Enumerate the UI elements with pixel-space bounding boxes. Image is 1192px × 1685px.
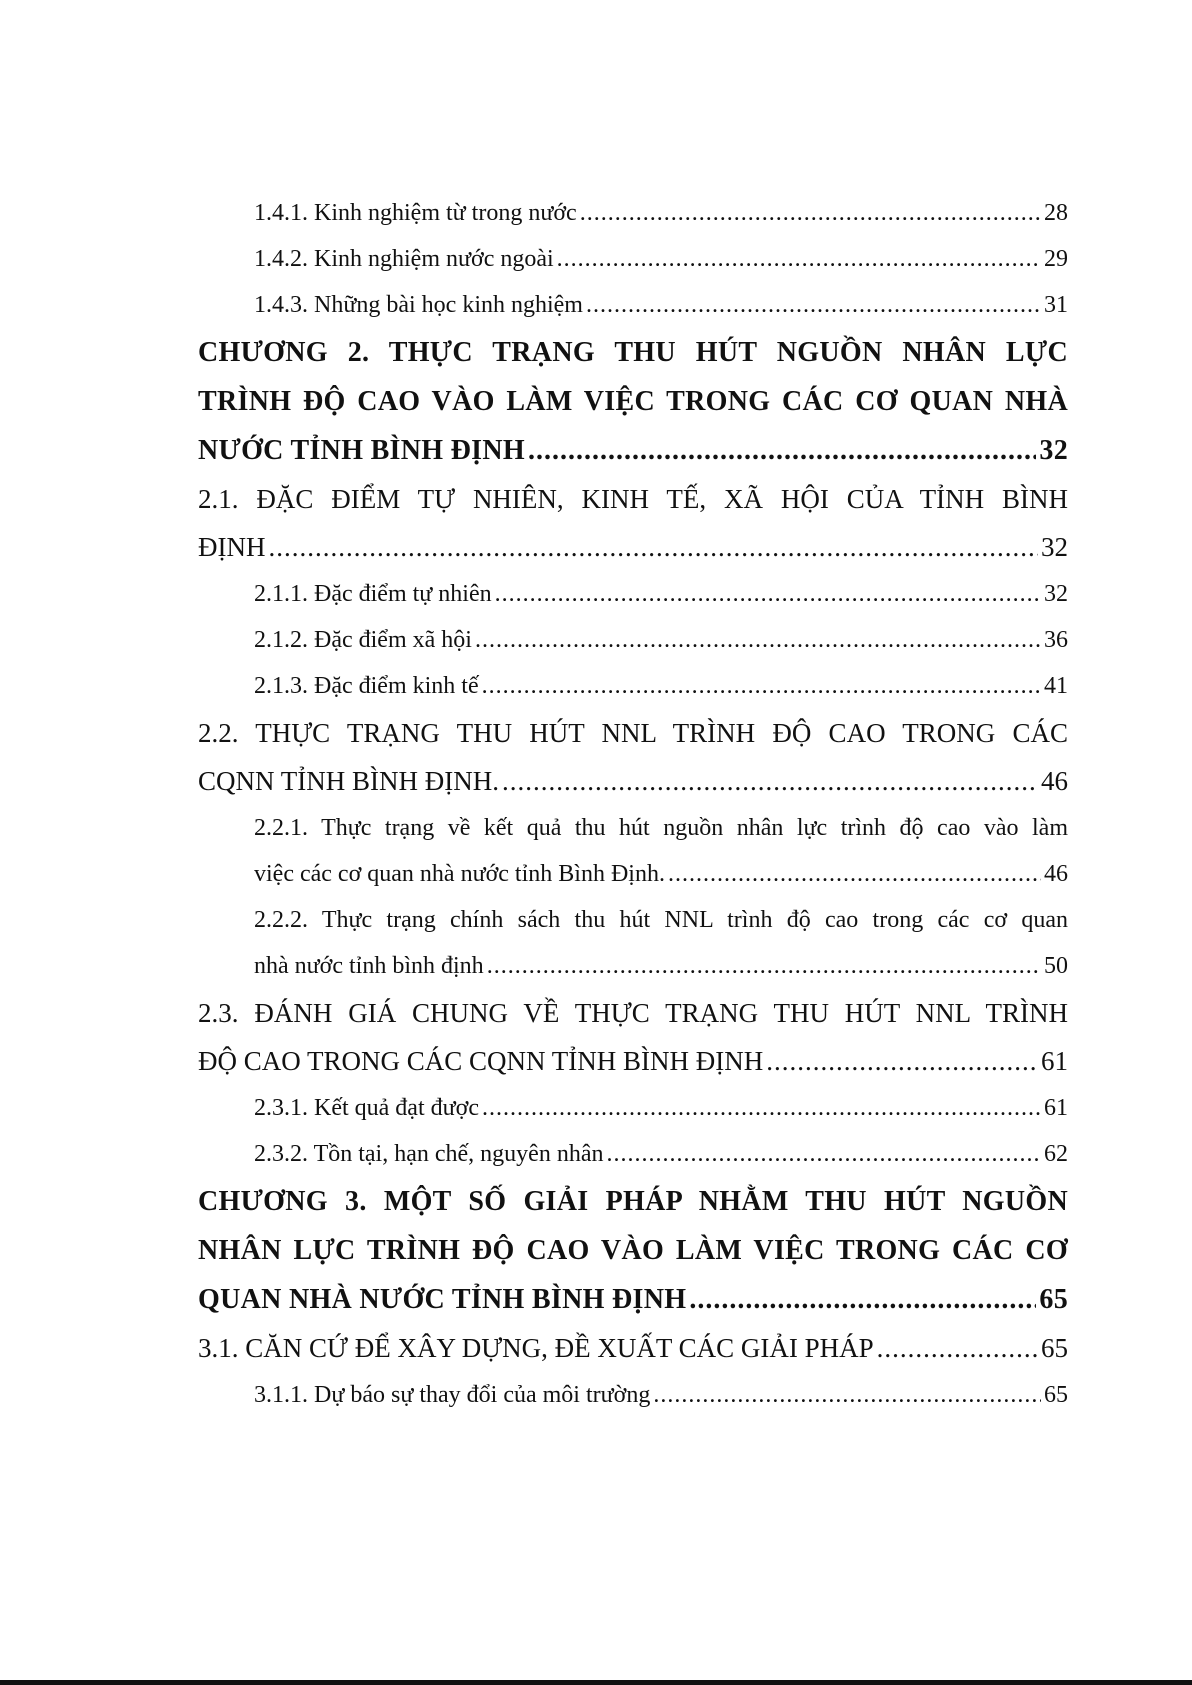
- toc-entry-last-line: [254, 943, 1068, 989]
- bottom-rule: [0, 1680, 1192, 1685]
- toc-entry-title: 2.3.1. Kết quả đạt được: [254, 1095, 479, 1121]
- toc-entry-last-line: [254, 571, 1068, 617]
- toc-entry-line: 2.2.1. Thực trạng về kết quả thu hút nguồn nhân lực trình độ cao vào làm: [254, 815, 1068, 841]
- toc-entry-line: TRÌNH ĐỘ CAO VÀO LÀM VIỆC TRONG CÁC CƠ QUAN NHÀ: [198, 386, 1068, 417]
- dot-leader: [528, 426, 1036, 475]
- toc-entry-title: 2.1.2. Đặc điểm xã hội: [254, 627, 472, 653]
- toc-entry-last-line: [254, 1372, 1068, 1418]
- toc-page-number: 41: [1044, 673, 1068, 699]
- toc-entry-last-line: [254, 190, 1068, 236]
- toc-page-number: 29: [1044, 246, 1068, 272]
- dot-leader: [475, 617, 1041, 663]
- toc-entry-2-2[interactable]: [198, 709, 1068, 805]
- toc-entry-2-3[interactable]: [198, 989, 1068, 1085]
- toc-entry-title: nhà nước tỉnh bình định: [254, 953, 484, 979]
- toc-entry-2-1-1[interactable]: [254, 571, 1068, 617]
- toc-entry-ch2[interactable]: [198, 328, 1068, 475]
- toc-entry-last-line: [198, 426, 1068, 475]
- toc-entry-2-2-2[interactable]: [254, 897, 1068, 989]
- toc-page-number: 65: [1039, 1284, 1068, 1315]
- toc-page-number: 46: [1041, 766, 1068, 796]
- dot-leader: [689, 1275, 1036, 1324]
- toc-page-number: 32: [1041, 532, 1068, 562]
- toc-entry-title: NƯỚC TỈNH BÌNH ĐỊNH: [198, 435, 525, 466]
- toc-page-number: 65: [1044, 1382, 1068, 1408]
- toc-page-number: 32: [1044, 581, 1068, 607]
- dot-leader: [502, 757, 1038, 805]
- toc-entry-1-4-1[interactable]: [254, 190, 1068, 236]
- toc-entry-line: 2.3. ĐÁNH GIÁ CHUNG VỀ THỰC TRẠNG THU HÚT NNL TRÌNH: [198, 998, 1068, 1028]
- dot-leader: [586, 282, 1041, 328]
- toc-page-number: 61: [1044, 1095, 1068, 1121]
- dot-leader: [877, 1324, 1038, 1372]
- toc-entry-last-line: [198, 1037, 1068, 1085]
- toc-entry-title: 3.1.1. Dự báo sự thay đổi của môi trường: [254, 1382, 651, 1408]
- toc-entry-last-line: [254, 851, 1068, 897]
- toc-entry-last-line: [198, 757, 1068, 805]
- toc-entry-title: 2.3.2. Tồn tại, hạn chế, nguyên nhân: [254, 1141, 604, 1167]
- dot-leader: [557, 236, 1041, 282]
- dot-leader: [487, 943, 1041, 989]
- toc-entry-title: CQNN TỈNH BÌNH ĐỊNH.: [198, 766, 499, 796]
- toc-entry-last-line: [254, 663, 1068, 709]
- toc-entry-last-line: [254, 617, 1068, 663]
- toc-entry-title: ĐỊNH: [198, 532, 266, 562]
- toc-entry-title: 1.4.1. Kinh nghiệm từ trong nước: [254, 200, 577, 226]
- toc-entry-ch3[interactable]: [198, 1177, 1068, 1324]
- toc-entry-last-line: [198, 523, 1068, 571]
- toc-page-number: 36: [1044, 627, 1068, 653]
- toc-entry-line: NHÂN LỰC TRÌNH ĐỘ CAO VÀO LÀM VIỆC TRONG CÁC CƠ: [198, 1235, 1068, 1266]
- toc-entry-title: QUAN NHÀ NƯỚC TỈNH BÌNH ĐỊNH: [198, 1284, 687, 1315]
- toc-entry-line: 2.2.2. Thực trạng chính sách thu hút NNL trình độ cao trong các cơ quan: [254, 907, 1068, 933]
- toc-entry-last-line: [198, 1324, 1068, 1372]
- toc-entry-title: ĐỘ CAO TRONG CÁC CQNN TỈNH BÌNH ĐỊNH: [198, 1046, 764, 1076]
- toc-entry-title: 1.4.2. Kinh nghiệm nước ngoài: [254, 246, 554, 272]
- toc-entry-line: 2.1. ĐẶC ĐIỂM TỰ NHIÊN, KINH TẾ, XÃ HỘI CỦA TỈNH BÌNH: [198, 484, 1068, 514]
- toc-page-number: 65: [1041, 1333, 1068, 1363]
- toc-entry-line: CHƯƠNG 3. MỘT SỐ GIẢI PHÁP NHẰM THU HÚT NGUỒN: [198, 1186, 1068, 1217]
- toc-page-number: 61: [1041, 1046, 1068, 1076]
- toc-entry-2-1[interactable]: [198, 475, 1068, 571]
- toc-entry-line: CHƯƠNG 2. THỰC TRẠNG THU HÚT NGUỒN NHÂN LỰC: [198, 337, 1068, 368]
- toc-entry-2-2-1[interactable]: [254, 805, 1068, 897]
- toc-page-number: 46: [1044, 861, 1068, 887]
- toc-entry-1-4-3[interactable]: [254, 282, 1068, 328]
- table-of-contents: [198, 190, 1068, 1418]
- toc-page-number: 32: [1039, 435, 1068, 466]
- toc-entry-title: 3.1. CĂN CỨ ĐỂ XÂY DỰNG, ĐỀ XUẤT CÁC GIẢI PHÁP: [198, 1333, 874, 1363]
- dot-leader: [766, 1037, 1038, 1085]
- toc-entry-last-line: [254, 282, 1068, 328]
- toc-page-number: 50: [1044, 953, 1068, 979]
- toc-entry-last-line: [254, 1085, 1068, 1131]
- toc-entry-last-line: [198, 1275, 1068, 1324]
- toc-entry-3-1[interactable]: [198, 1324, 1068, 1372]
- toc-entry-title: 2.1.3. Đặc điểm kinh tế: [254, 673, 479, 699]
- dot-leader: [482, 1085, 1041, 1131]
- dot-leader: [606, 1131, 1041, 1177]
- dot-leader: [269, 523, 1039, 571]
- toc-page-number: 28: [1044, 200, 1068, 226]
- toc-entry-line: 2.2. THỰC TRẠNG THU HÚT NNL TRÌNH ĐỘ CAO TRONG CÁC: [198, 718, 1068, 748]
- toc-entry-2-3-2[interactable]: [254, 1131, 1068, 1177]
- toc-entry-last-line: [254, 1131, 1068, 1177]
- toc-page-number: 31: [1044, 292, 1068, 318]
- toc-entry-2-1-2[interactable]: [254, 617, 1068, 663]
- toc-entry-title: 1.4.3. Những bài học kinh nghiệm: [254, 292, 583, 318]
- dot-leader: [482, 663, 1041, 709]
- dot-leader: [495, 571, 1041, 617]
- dot-leader: [653, 1372, 1041, 1418]
- dot-leader: [668, 851, 1041, 897]
- toc-entry-2-3-1[interactable]: [254, 1085, 1068, 1131]
- toc-entry-1-4-2[interactable]: [254, 236, 1068, 282]
- toc-entry-title: 2.1.1. Đặc điểm tự nhiên: [254, 581, 492, 607]
- toc-entry-3-1-1[interactable]: [254, 1372, 1068, 1418]
- toc-entry-title: việc các cơ quan nhà nước tỉnh Bình Định.: [254, 861, 665, 887]
- toc-entry-last-line: [254, 236, 1068, 282]
- toc-page-number: 62: [1044, 1141, 1068, 1167]
- toc-entry-2-1-3[interactable]: [254, 663, 1068, 709]
- dot-leader: [580, 190, 1041, 236]
